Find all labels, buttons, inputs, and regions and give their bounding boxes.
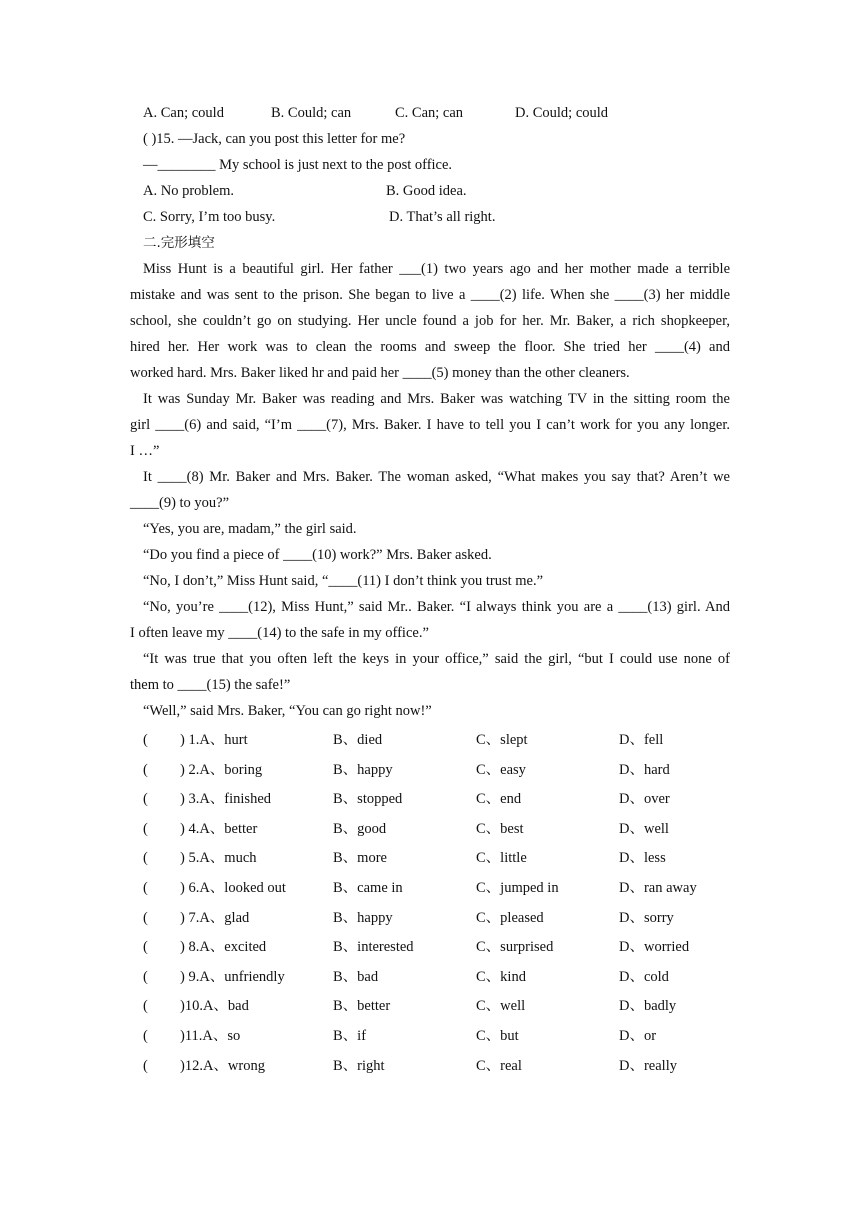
question-row: [130, 904, 730, 934]
option-a: ) 4.A、better: [180, 820, 258, 837]
passage-line: “It was true that you often left the keys in your office,” said the girl, “but I could use none of: [143, 651, 730, 667]
q15-option-b: B. Good idea.: [386, 183, 467, 199]
answer-paren: (: [143, 761, 148, 778]
answer-paren: (: [143, 939, 148, 956]
option-d: D、less: [619, 850, 666, 867]
option-c: C、end: [476, 791, 522, 808]
option-a: )12.A、wrong: [180, 1057, 265, 1074]
q15-option-d: D. That’s all right.: [389, 209, 496, 225]
q15-options-cd: [130, 204, 730, 230]
question-row: [130, 933, 730, 963]
option-c: C、kind: [476, 968, 526, 985]
cloze-passage: [130, 256, 730, 724]
question-row: [130, 992, 730, 1022]
option-b: B、died: [333, 732, 383, 748]
option-d: D、really: [619, 1057, 677, 1074]
q15-option-a: A. No problem.: [143, 183, 235, 199]
question-row: [130, 726, 730, 756]
passage-line: I …”: [130, 443, 160, 459]
option-d: D、sorry: [619, 909, 674, 926]
passage-line: mistake and was sent to the prison. She began to live a ____(2) life. When she ____(3) her middle: [130, 287, 730, 303]
q14-option-b: B. Could; can: [271, 105, 352, 121]
option-d: D、ran away: [619, 879, 697, 896]
option-b: B、bad: [333, 968, 379, 985]
q15-options-ab: [130, 178, 730, 204]
option-d: D、or: [619, 1027, 657, 1044]
passage-line: ____(9) to you?”: [130, 495, 230, 511]
option-a: ) 1.A、hurt: [180, 732, 248, 748]
option-b: B、came in: [333, 879, 403, 896]
passage-line: Miss Hunt is a beautiful girl. Her father ___(1) two years ago and her mother made a terrible: [143, 261, 730, 277]
question-row: [130, 844, 730, 874]
option-b: B、right: [333, 1057, 385, 1074]
option-c: C、well: [476, 998, 526, 1015]
q14-option-d: D. Could; could: [515, 105, 609, 121]
passage-line: “Do you find a piece of ____(10) work?” Mrs. Baker asked.: [143, 547, 492, 563]
option-d: D、fell: [619, 732, 664, 748]
option-c: C、real: [476, 1057, 522, 1074]
option-a: ) 6.A、looked out: [180, 879, 286, 896]
option-c: C、but: [476, 1027, 519, 1044]
option-d: D、worried: [619, 939, 690, 956]
option-a: ) 2.A、boring: [180, 761, 263, 778]
passage-line: girl ____(6) and said, “I’m ____(7), Mrs. Baker. I have to tell you I can’t work for you any longer.: [130, 417, 730, 433]
question-row: [130, 756, 730, 786]
option-b: B、happy: [333, 761, 393, 778]
option-b: B、if: [333, 1027, 367, 1044]
option-c: C、jumped in: [476, 879, 559, 896]
q14-option-a: A. Can; could: [143, 105, 224, 121]
answer-paren: (: [143, 1057, 148, 1074]
option-a: ) 8.A、excited: [180, 939, 267, 956]
answer-paren: (: [143, 1027, 148, 1044]
section-title-cloze: 二.完形填空: [143, 235, 215, 251]
question-row: [130, 963, 730, 993]
option-a: )10.A、bad: [180, 998, 249, 1015]
answer-paren: (: [143, 909, 148, 926]
option-d: D、hard: [619, 761, 670, 778]
option-d: D、over: [619, 791, 670, 808]
passage-line: I often leave my ____(14) to the safe in my office.”: [130, 625, 429, 641]
option-a: ) 3.A、finished: [180, 791, 272, 808]
q15-reply: —________ My school is just next to the post office.: [143, 157, 453, 173]
passage-line: worked hard. Mrs. Baker liked hr and paid her ____(5) money than the other cleaners.: [130, 365, 630, 381]
option-b: B、better: [333, 998, 391, 1015]
answer-paren: (: [143, 791, 148, 808]
option-b: B、interested: [333, 939, 414, 956]
question-row: [130, 874, 730, 904]
answer-paren: (: [143, 968, 148, 985]
option-d: D、badly: [619, 998, 677, 1015]
option-b: B、good: [333, 820, 387, 837]
document-content: [130, 100, 730, 1081]
passage-line: them to ____(15) the safe!”: [130, 677, 291, 693]
passage-line: “Yes, you are, madam,” the girl said.: [143, 521, 357, 537]
q14-option-c: C. Can; can: [395, 105, 464, 121]
option-b: B、more: [333, 850, 387, 867]
option-c: C、easy: [476, 761, 526, 778]
option-c: C、slept: [476, 732, 528, 748]
option-b: B、happy: [333, 909, 393, 926]
answer-paren: (: [143, 879, 148, 896]
passage-line: school, she couldn’t go on studying. Her uncle found a job for her. Mr. Baker, a rich shopkeeper,: [130, 313, 730, 329]
option-c: C、best: [476, 820, 524, 837]
passage-line: “No, I don’t,” Miss Hunt said, “____(11) I don’t think you trust me.”: [143, 573, 544, 589]
question-list: [130, 726, 730, 1081]
passage-line: It ____(8) Mr. Baker and Mrs. Baker. The woman asked, “What makes you say that? Aren’t we: [143, 469, 730, 485]
question-row: [130, 785, 730, 815]
passage-line: “No, you’re ____(12), Miss Hunt,” said Mr.. Baker. “I always think you are a ____(13) girl. And: [143, 599, 730, 615]
answer-paren: (: [143, 998, 148, 1015]
question-row: [130, 1052, 730, 1082]
option-d: D、cold: [619, 968, 669, 985]
option-b: B、stopped: [333, 791, 403, 808]
passage-line: It was Sunday Mr. Baker was reading and Mrs. Baker was watching TV in the sitting room the: [143, 391, 730, 407]
question-row: [130, 1022, 730, 1052]
option-a: ) 5.A、much: [180, 850, 257, 867]
option-d: D、well: [619, 820, 669, 837]
option-a: )11.A、so: [180, 1027, 241, 1044]
option-c: C、surprised: [476, 939, 554, 956]
option-a: ) 9.A、unfriendly: [180, 968, 285, 985]
answer-paren: (: [143, 820, 148, 837]
answer-paren: (: [143, 850, 148, 867]
passage-line: “Well,” said Mrs. Baker, “You can go right now!”: [143, 703, 432, 719]
question-row: [130, 815, 730, 845]
q14-options: [130, 100, 730, 126]
answer-paren: (: [143, 732, 148, 748]
q15-stem: ( )15. —Jack, can you post this letter for me?: [143, 131, 406, 147]
passage-line: hired her. Her work was to clean the rooms and sweep the floor. She tried her ____(4) and: [130, 339, 730, 355]
option-a: ) 7.A、glad: [180, 909, 250, 926]
q15-option-c: C. Sorry, I’m too busy.: [143, 209, 276, 225]
option-c: C、pleased: [476, 909, 544, 926]
option-c: C、little: [476, 850, 527, 867]
